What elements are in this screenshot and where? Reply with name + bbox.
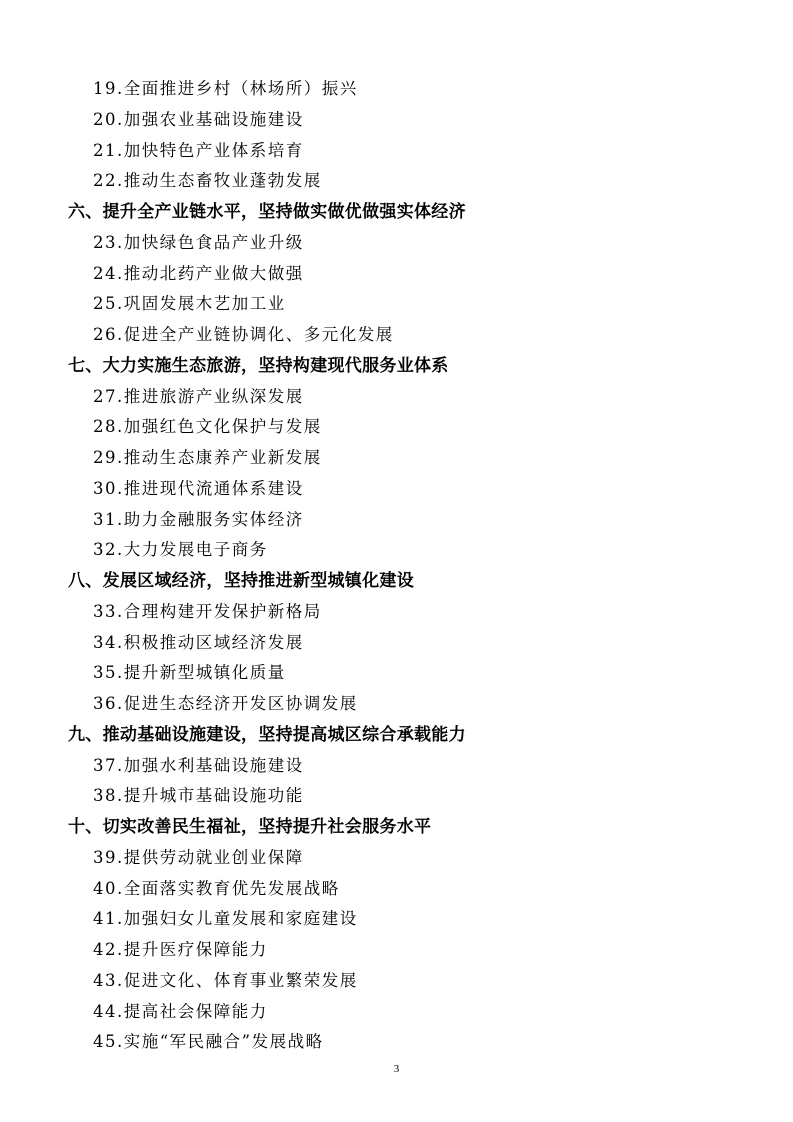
toc-item-42: 42.提升医疗保障能力: [93, 940, 268, 959]
toc-item-44: 44.提高社会保障能力: [93, 1001, 268, 1021]
toc-item-33: 33.合理构建开发保护新格局: [93, 601, 322, 621]
toc-item-35: 35.提升新型城镇化质量: [93, 663, 286, 683]
toc-item-31: 31.助力金融服务实体经济: [93, 509, 304, 529]
toc-item-23: 23.加快绿色食品产业升级: [93, 232, 304, 252]
toc-item-34: 34.积极推动区域经济发展: [93, 632, 304, 652]
toc-item-24: 24.推动北药产业做大做强: [93, 263, 304, 283]
toc-item-45: 45.实施“军民融合”发展战略: [93, 1032, 324, 1052]
toc-item-36: 36.促进生态经济开发区协调发展: [93, 694, 358, 713]
toc-section-8: 八、发展区域经济，坚持推进新型城镇化建设: [68, 571, 414, 591]
toc-item-39: 39.提供劳动就业创业保障: [93, 847, 304, 867]
toc-item-30: 30.推进现代流通体系建设: [93, 478, 304, 498]
table-of-contents: [0, 74, 793, 1058]
toc-item-37: 37.加强水利基础设施建设: [93, 755, 304, 775]
toc-item-29: 29.推动生态康养产业新发展: [93, 448, 322, 467]
toc-item-38: 38.提升城市基础设施功能: [93, 786, 304, 806]
toc-item-19: 19.全面推进乡村（林场所）振兴: [93, 79, 358, 98]
toc-item-26: 26.促进全产业链协调化、多元化发展: [93, 325, 394, 344]
toc-item-43: 43.促进文化、体育事业繁荣发展: [93, 970, 358, 990]
toc-item-41: 41.加强妇女儿童发展和家庭建设: [93, 909, 358, 929]
toc-item-20: 20.加强农业基础设施建设: [93, 109, 304, 129]
toc-section-9: 九、推动基础设施建设，坚持提高城区综合承载能力: [68, 724, 466, 745]
toc-item-22: 22.推动生态畜牧业蓬勃发展: [93, 171, 322, 191]
toc-section-7: 七、大力实施生态旅游，坚持构建现代服务业体系: [68, 355, 449, 376]
toc-item-25: 25.巩固发展木艺加工业: [93, 294, 286, 314]
page-number: 3: [393, 1063, 400, 1075]
toc-item-32: 32.大力发展电子商务: [93, 540, 268, 560]
toc-item-27: 27.推进旅游产业纵深发展: [93, 386, 304, 406]
toc-section-6: 六、提升全产业链水平，坚持做实做优做强实体经济: [68, 202, 466, 222]
toc-item-28: 28.加强红色文化保护与发展: [93, 417, 322, 437]
toc-item-40: 40.全面落实教育优先发展战略: [93, 878, 340, 898]
toc-item-21: 21.加快特色产业体系培育: [93, 140, 304, 160]
toc-section-10: 十、切实改善民生福祉，坚持提升社会服务水平: [68, 817, 432, 837]
